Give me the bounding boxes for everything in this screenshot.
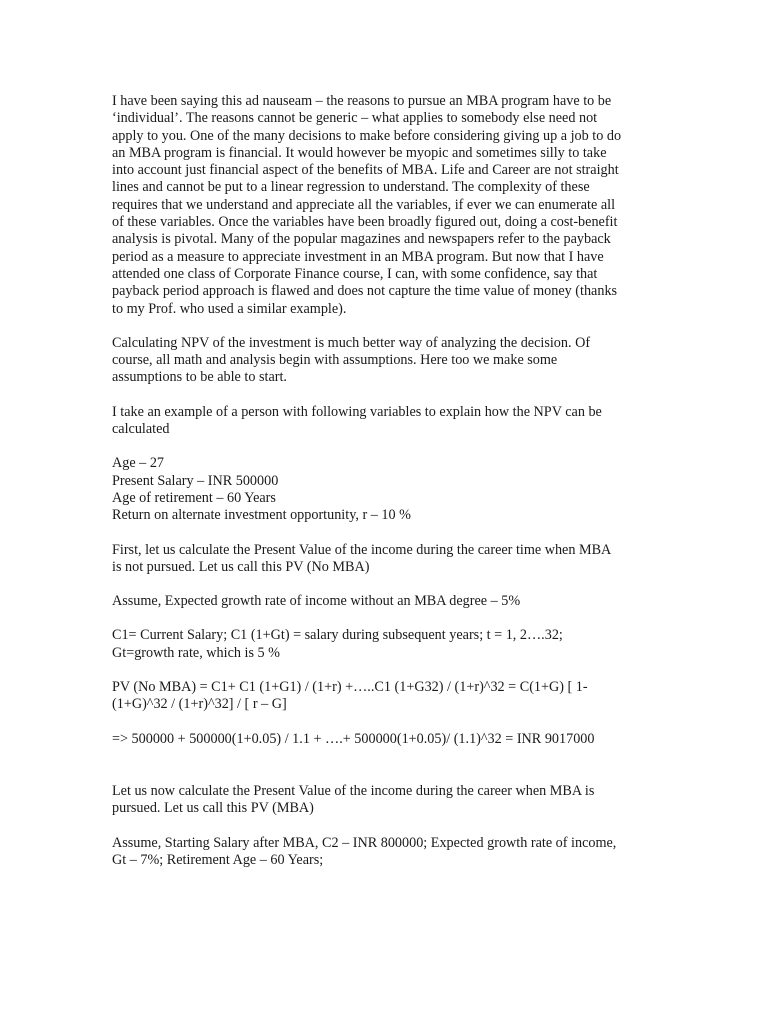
text-line: assumptions to be able to start. [112,369,287,386]
variables-list [112,455,657,524]
text-line: Assume, Expected growth rate of income without an MBA degree – 5% [112,593,521,610]
paragraph-npv [112,335,657,387]
variable-age: Age – 27 [112,455,165,472]
text-line: requires that we understand and appreciate all the variables, if ever we can enumerate all [112,196,616,213]
variable-retirement-age: Age of retirement – 60 Years [112,489,276,506]
document-body [112,93,657,886]
variable-present-salary: Present Salary – INR 500000 [112,472,279,489]
formula-pv-no-mba [112,679,657,714]
text-line: lines and cannot be put to a linear regression to understand. The complexity of these [112,179,590,196]
text-line: (1+G)^32 / (1+r)^32] / [ r – G] [112,696,287,713]
text-line: C1= Current Salary; C1 (1+Gt) = salary during subsequent years; t = 1, 2….32; [112,627,563,644]
text-line: analysis is pivotal. Many of the popular magazines and newspapers refer to the payback [112,231,611,248]
text-line: I take an example of a person with following variables to explain how the NPV can be [112,403,602,420]
text-line: Let us now calculate the Present Value of the income during the career when MBA is [112,782,595,799]
paragraph-growth-assumption [112,593,657,610]
text-line: of these variables. Once the variables have been broadly figured out, doing a cost-benefit [112,214,618,231]
text-line: an MBA program is financial. It would however be myopic and sometimes silly to take [112,144,607,161]
text-line: ‘individual’. The reasons cannot be generic – what applies to somebody else need not [112,110,598,127]
text-line: course, all math and analysis begin with assumptions. Here too we make some [112,352,558,369]
text-line: PV (No MBA) = C1+ C1 (1+G1) / (1+r) +…..C1 (1+G32) / (1+r)^32 = C(1+G) [ 1- [112,679,588,696]
calculation-pv-no-mba [112,731,657,748]
text-line: calculated [112,421,170,438]
text-line: I have been saying this ad nauseam – the reasons to pursue an MBA program have to be [112,93,612,109]
text-line: payback period approach is flawed and does not capture the time value of money (thanks [112,283,618,300]
text-line: Assume, Starting Salary after MBA, C2 – INR 800000; Expected growth rate of income, [112,834,617,851]
paragraph-mba-assumptions [112,835,657,870]
text-line: apply to you. One of the many decisions to make before considering giving up a job to do [112,127,622,144]
text-line: => 500000 + 500000(1+0.05) / 1.1 + ….+ 500000(1+0.05)/ (1.1)^32 = INR 9017000 [112,730,595,747]
paragraph-intro [112,93,657,318]
text-line: to my Prof. who used a similar example). [112,300,347,317]
variable-return-rate: Return on alternate investment opportunity, r – 10 % [112,507,411,524]
paragraph-definitions [112,627,657,662]
text-line: Gt=growth rate, which is 5 % [112,644,280,661]
paragraph-example [112,404,657,439]
text-line: is not pursued. Let us call this PV (No MBA) [112,558,370,575]
paragraph-pv-no-mba-intro [112,542,657,577]
text-line: pursued. Let us call this PV (MBA) [112,800,314,817]
text-line: period as a measure to appreciate investment in an MBA program. But now that I have [112,248,604,265]
text-line: into account just financial aspect of the benefits of MBA. Life and Career are not straight [112,162,619,179]
text-line: Gt – 7%; Retirement Age – 60 Years; [112,851,324,868]
text-line: attended one class of Corporate Finance course, I can, with some confidence, say that [112,265,598,282]
text-line: First, let us calculate the Present Value of the income during the career time when MBA [112,541,612,558]
text-line: Calculating NPV of the investment is much better way of analyzing the decision. Of [112,334,591,351]
paragraph-pv-mba-intro [112,783,657,818]
